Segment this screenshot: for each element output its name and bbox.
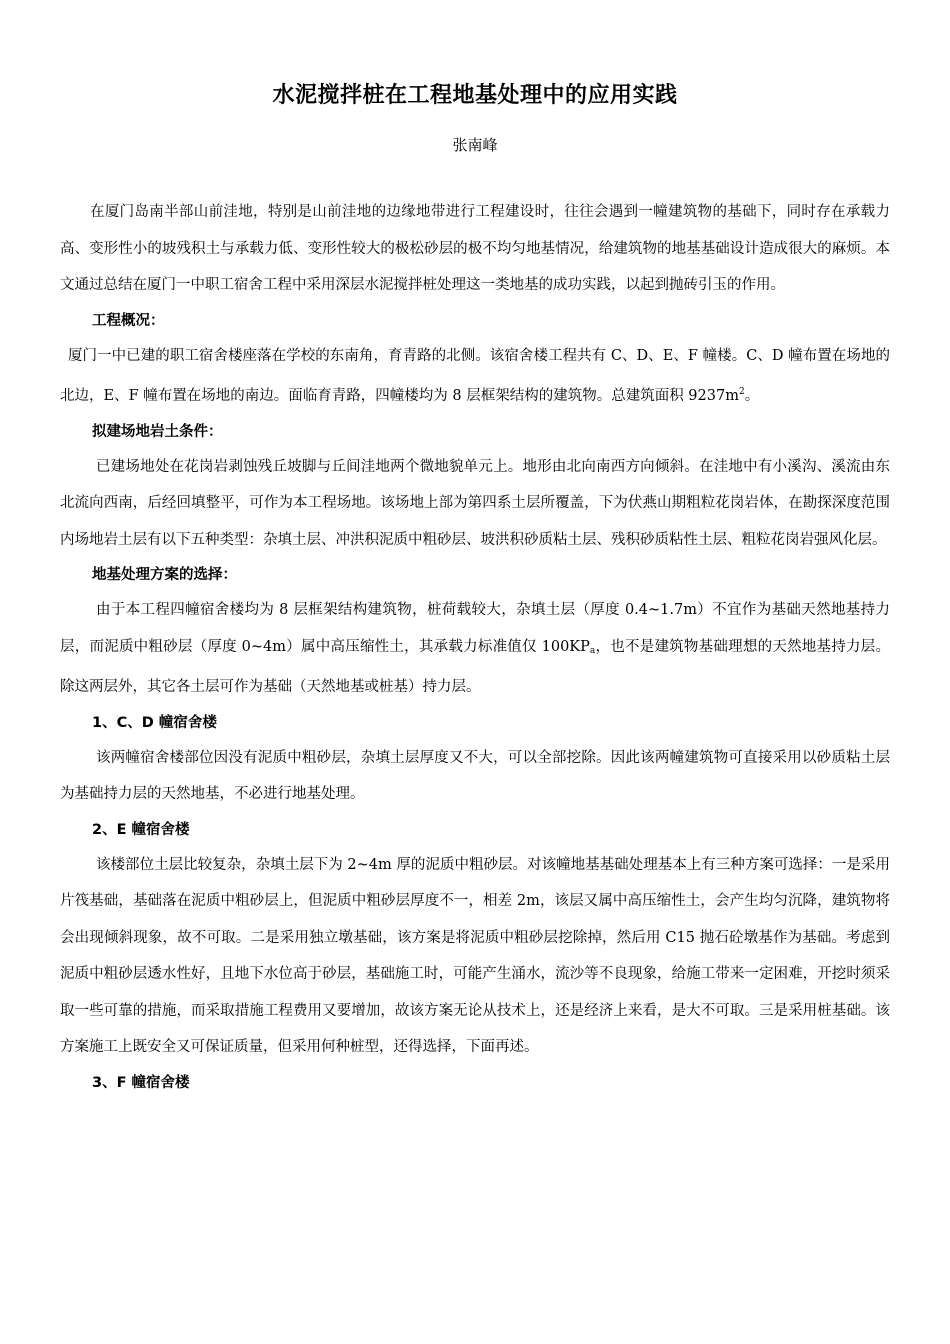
area-unit-superscript: 2 xyxy=(738,387,745,397)
section-heading-site-conditions: 拟建场地岩土条件： xyxy=(92,423,223,440)
subsection-heading-e: 2、E 幢宿舍楼 xyxy=(92,821,190,838)
document-author: 张南峰 xyxy=(452,136,498,154)
foundation-plan-paragraph xyxy=(60,592,890,706)
subsection-cd-paragraph: 该两幢宿舍楼部位因没有泥质中粗砂层，杂填土层厚度又不大，可以全部挖除。因此该两幢建筑物可直接采用以砂质粘土层为基础持力层的天然地基，不必进行地基处理。 xyxy=(60,749,890,802)
document-body xyxy=(60,194,890,1100)
document-title: 水泥搅拌桩在工程地基处理中的应用实践 xyxy=(272,83,678,108)
subsection-heading-f: 3、F 幢宿舍楼 xyxy=(92,1074,190,1091)
site-conditions-paragraph: 已建场地处在花岗岩剥蚀残丘坡脚与丘间洼地两个微地貌单元上。地形由北向南西方向倾斜。在洼地中有小溪沟、溪流由东北流向西南，后经回填整平，可作为本工程场地。该场地上部为第四系土层所覆盖，下为伏燕山期粗粒花岗岩体，在勘探深度范围内场地岩土层有以下五种类型：杂填土层、冲洪积泥质中粗砂层、坡洪积砂质粘土层、残积砂质粘性土层、粗粒花岗岩强风化层。 xyxy=(60,458,890,548)
section-heading-foundation-plan: 地基处理方案的选择： xyxy=(92,567,237,583)
section-heading-overview: 工程概况： xyxy=(92,312,165,329)
foundation-plan-text-end: ，也不是建筑物基础理想的天然地基持力层。除这两层外，其它各土层可作为基础（天然地基或桩基）持力层。 xyxy=(60,638,890,695)
pressure-unit-subscript: a xyxy=(589,645,596,656)
foundation-plan-text: 由于本工程四幢宿舍楼均为 8 层框架结构建筑物，桩荷载较大，杂填土层（厚度 0.4~1.7m）不宜作为基础天然地基持力层，而泥质中粗砂层（厚度 0~4m）属中高压缩性土，其承载力标准值仅 100KP xyxy=(60,602,890,655)
overview-text: 厦门一中已建的职工宿舍楼座落在学校的东南角，育青路的北侧。该宿舍楼工程共有 C、D、E、F 幢楼。C、D 幢布置在场地的北边，E、F 幢布置在场地的南边。面临育青路，四幢楼均为 8 层框架结构的建筑物。总建筑面积 9237m xyxy=(60,347,890,404)
overview-paragraph xyxy=(60,338,890,415)
subsection-heading-cd: 1、C、D 幢宿舍楼 xyxy=(92,714,217,731)
intro-paragraph: 在厦门岛南半部山前洼地，特别是山前洼地的边缘地带进行工程建设时，往往会遇到一幢建筑物的基础下，同时存在承载力高、变形性小的坡残积土与承载力低、变形性较大的极松砂层的极不均匀地基情况，给建筑物的地基基础设计造成很大的麻烦。本文通过总结在厦门一中职工宿舍工程中采用深层水泥搅拌桩处理这一类地基的成功实践，以起到抛砖引玉的作用。 xyxy=(60,204,890,293)
subsection-e-paragraph: 该楼部位土层比较复杂，杂填土层下为 2~4m 厚的泥质中粗砂层。对该幢地基基础处理基本上有三种方案可选择：一是采用片筏基础，基础落在泥质中粗砂层上，但泥质中粗砂层厚度不一，相差 2m，该层又属中高压缩性土，会产生均匀沉降，建筑物将会出现倾斜现象，故不可取。二是采用独立墩基础，该方案是将泥质中粗砂层挖除掉，然后用 C15 抛石砼墩基作为基础。考虑到泥质中粗砂层透水性好，且地下水位高于砂层，基础施工时，可能产生涌水，流沙等不良现象，给施工带来一定困难，开挖时须采取一些可靠的措施，而采取措施工程费用又要增加，故该方案无论从技术上，还是经济上来看，是大不可取。三是采用桩基础。该方案施工上既安全又可保证质量，但采用何种桩型，还得选择，下面再述。 xyxy=(60,856,890,1055)
overview-text-end: 。 xyxy=(744,388,760,404)
